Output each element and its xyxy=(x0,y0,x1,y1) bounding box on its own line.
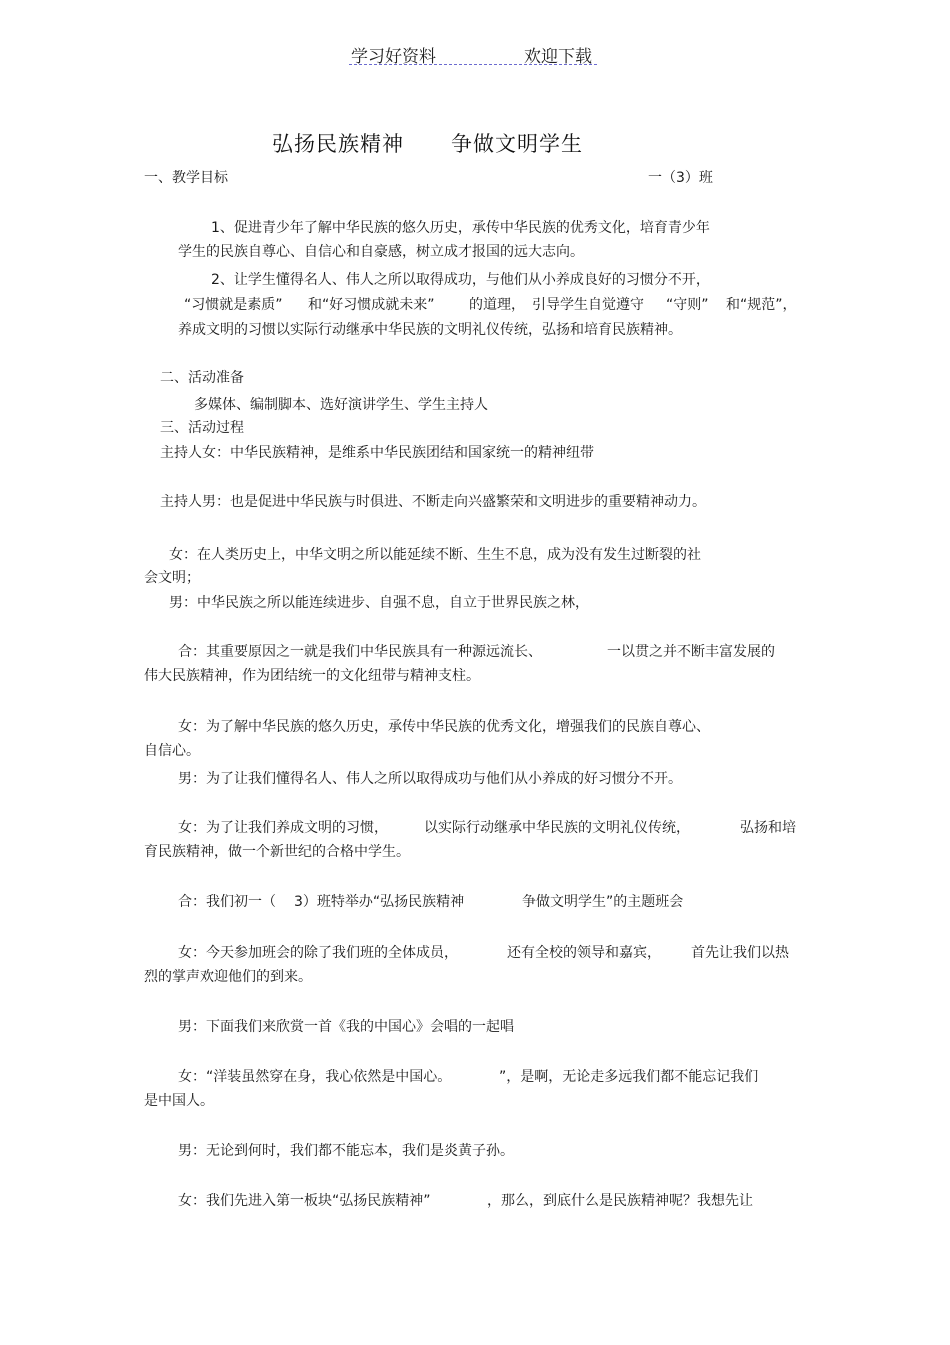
dialogue-line: 男：为了让我们懂得名人、伟人之所以取得成功与他们从小养成的好习惯分不开。 xyxy=(178,771,682,787)
dialogue-line: 伟大民族精神，作为团结统一的文化纽带与精神支柱。 xyxy=(144,668,480,684)
goal2-line2-a: “习惯就是素质” xyxy=(184,297,283,313)
dialogue-line: 女：今天参加班会的除了我们班的全体成员， xyxy=(178,945,458,961)
goal2-line2-e: “守则” xyxy=(666,297,709,313)
goal2-line2-b: 和“好习惯成就未来” xyxy=(308,297,435,313)
dialogue-line: 首先让我们以热 xyxy=(691,945,789,961)
goal2-line3: 养成文明的习惯以实际行动继承中华民族的文明礼仪传统，弘扬和培育民族精神。 xyxy=(178,322,682,338)
dialogue-line: 女：为了让我们养成文明的习惯， xyxy=(178,820,388,836)
dialogue-line: 女：“洋装虽然穿在身，我心依然是中国心。 xyxy=(178,1069,452,1085)
dialogue-line: 烈的掌声欢迎他们的到来。 xyxy=(144,969,312,985)
section1-heading: 一、教学目标 xyxy=(144,170,228,186)
dialogue-line: ，那么，到底什么是民族精神呢？我想先让 xyxy=(487,1193,753,1209)
dialogue-line: 合：其重要原因之一就是我们中华民族具有一种源远流长、 xyxy=(178,644,542,660)
dialogue-line: 会文明； xyxy=(144,570,200,586)
header-left: 学习好资料 xyxy=(351,47,436,67)
section3-heading: 三、活动过程 xyxy=(160,420,244,436)
dialogue-line: 育民族精神，做一个新世纪的合格中学生。 xyxy=(144,844,410,860)
goal1-line1: 1、促进青少年了解中华民族的悠久历史，承传中华民族的优秀文化，培育青少年 xyxy=(211,220,710,236)
dialogue-line: 主持人男：也是促进中华民族与时俱进、不断走向兴盛繁荣和文明进步的重要精神动力。 xyxy=(160,494,706,510)
section2-heading: 二、活动准备 xyxy=(160,370,244,386)
goal1-line2: 学生的民族自尊心、自信心和自豪感，树立成才报国的远大志向。 xyxy=(178,244,584,260)
dialogue-line: 女：我们先进入第一板块“弘扬民族精神” xyxy=(178,1193,431,1209)
dialogue-line: 主持人女：中华民族精神，是维系中华民族团结和国家统一的精神纽带 xyxy=(160,445,594,461)
dialogue-line: 自信心。 xyxy=(144,743,200,759)
dialogue-line: 女：为了解中华民族的悠久历史，承传中华民族的优秀文化，增强我们的民族自尊心、 xyxy=(178,719,710,735)
dialogue-line: ”，是啊，无论走多远我们都不能忘记我们 xyxy=(499,1069,759,1085)
dialogue-line: 男：无论到何时，我们都不能忘本，我们是炎黄子孙。 xyxy=(178,1143,514,1159)
header-divider xyxy=(349,64,597,65)
dialogue-line: 是中国人。 xyxy=(144,1093,214,1109)
title-left: 弘扬民族精神 xyxy=(272,132,404,156)
goal2-line2-f: 和“规范”， xyxy=(726,297,797,313)
dialogue-line: 还有全校的领导和嘉宾， xyxy=(507,945,661,961)
dialogue-line: 男：下面我们来欣赏一首《我的中国心》会唱的一起唱 xyxy=(178,1019,514,1035)
dialogue-line: 3）班特举办“弘扬民族精神 xyxy=(294,894,465,910)
dialogue-line: 争做文明学生”的主题班会 xyxy=(522,894,684,910)
dialogue-line: 女：在人类历史上，中华文明之所以能延续不断、生生不息，成为没有发生过断裂的社 xyxy=(169,547,701,563)
title-right: 争做文明学生 xyxy=(451,132,583,156)
dialogue-line: 男：中华民族之所以能连续进步、自强不息，自立于世界民族之林， xyxy=(169,595,589,611)
goal2-line2-d: 引导学生自觉遵守 xyxy=(532,297,644,313)
goal2-line2-c: 的道理， xyxy=(469,297,525,313)
header-right: 欢迎下载 xyxy=(524,47,592,67)
section2-content: 多媒体、编制脚本、选好演讲学生、学生主持人 xyxy=(194,397,488,413)
dialogue-line: 一以贯之并不断丰富发展的 xyxy=(607,644,775,660)
goal2-line1: 2、让学生懂得名人、伟人之所以取得成功，与他们从小养成良好的习惯分不开， xyxy=(211,272,710,288)
dialogue-line: 弘扬和培 xyxy=(740,820,796,836)
class-label: 一（3）班 xyxy=(648,170,713,186)
dialogue-line: 合：我们初一（ xyxy=(178,894,276,910)
dialogue-line: 以实际行动继承中华民族的文明礼仪传统， xyxy=(424,820,690,836)
